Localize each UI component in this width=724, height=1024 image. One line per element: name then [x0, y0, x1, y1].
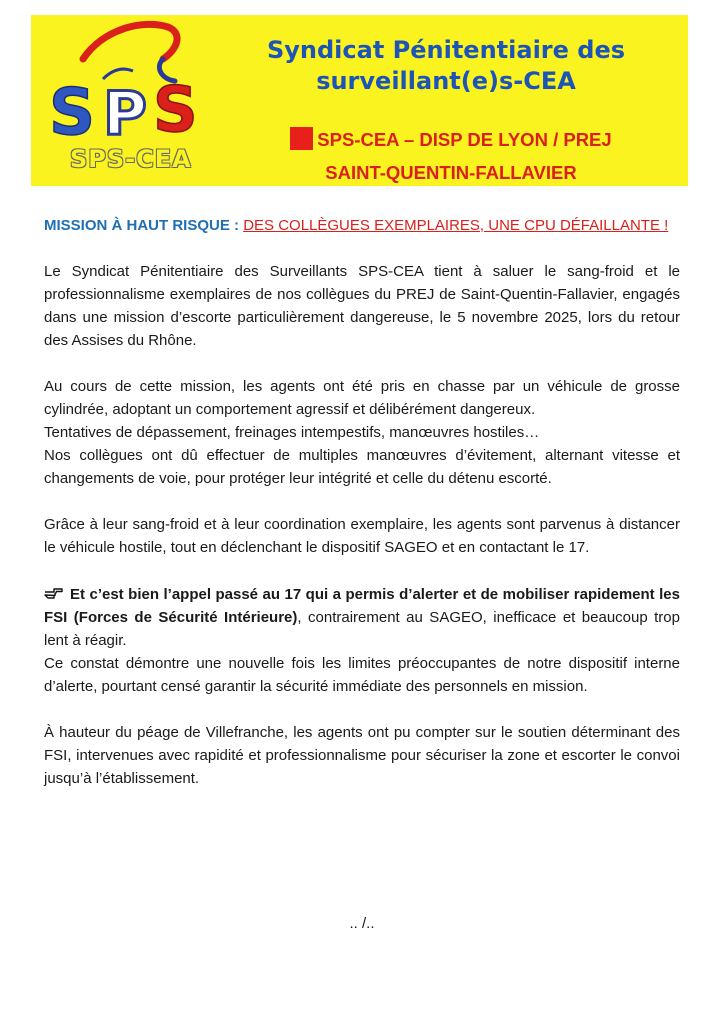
pointing-hand-icon: [44, 586, 64, 600]
paragraph-4-rest: , contrairement au SAGEO, inefficace et beaucoup trop lent à réagir.: [44, 609, 680, 649]
svg-text:S: S: [153, 73, 198, 146]
heading-label: MISSION À HAUT RISQUE :: [44, 217, 240, 234]
paragraph-5: À hauteur du péage de Villefranche, les agents ont pu compter sur le soutien déterminant des FSI, intervenues avec rapidité et professionnalisme pour sécuriser la zone et escorter le convoi jusqu’à l’établissement.: [44, 724, 680, 787]
red-square-icon: [290, 127, 313, 150]
document-heading: [44, 214, 680, 237]
logo-caption: SPS-CEA: [70, 145, 192, 173]
svg-text:S: S: [49, 76, 96, 150]
paragraph-3: Grâce à leur sang-froid et à leur coordination exemplaire, les agents sont parvenus à distancer le véhicule hostile, tout en déclenchant le dispositif SAGEO et en contactant le 17.: [44, 516, 680, 556]
title-line-1: Syndicat Pénitentiaire des: [266, 36, 626, 64]
paragraph-4: [44, 583, 680, 652]
svg-text:P: P: [103, 79, 147, 149]
heading-text: DES COLLÈGUES EXEMPLAIRES, UNE CPU DÉFAILLANTE !: [243, 217, 669, 234]
subtitle: [231, 123, 671, 189]
paragraph-4b: Ce constat démontre une nouvelle fois les limites préoccupantes de notre dispositif interne d’alerte, pourtant censé garantir la sécurité immédiate des personnels en mission.: [44, 655, 680, 695]
sps-logo: [43, 19, 213, 184]
paragraph-1: Le Syndicat Pénitentiaire des Surveillants SPS-CEA tient à saluer le sang-froid et le professionnalisme exemplaires de nos collègues du PREJ de Saint-Quentin-Fallavier, engagés dans une mission d’escorte particulièrement dangereuse, le 5 novembre 2025, lors du retour des Assises du Rhône.: [44, 263, 680, 349]
document-body: [44, 214, 680, 790]
subtitle-line-2: SAINT-QUENTIN-FALLAVIER: [325, 162, 577, 183]
subtitle-line-1: [231, 123, 671, 156]
continuation-marker: .. /..: [349, 915, 375, 932]
title-line-2: surveillant(e)s-CEA: [316, 67, 576, 95]
paragraph-4-bold: Et c’est bien l’appel passé au 17 qui a permis d’alerter et de mobiliser rapidement les FSI (Forces de Sécurité Intérieure): [44, 586, 680, 626]
paragraph-2c: Nos collègues ont dû effectuer de multiples manœuvres d’évitement, alternant vitesse et changements de voie, pour protéger leur intégrité et celle du détenu escorté.: [44, 447, 680, 487]
page-title: [221, 35, 671, 97]
header-banner: [31, 15, 688, 186]
paragraph-2a: Au cours de cette mission, les agents ont été pris en chasse par un véhicule de grosse cylindrée, adoptant un comportement agressif et délibérément dangereux.: [44, 378, 680, 418]
subtitle-line-1-text: SPS-CEA – DISP DE LYON / PREJ: [317, 129, 612, 150]
paragraph-2b: Tentatives de dépassement, freinages intempestifs, manœuvres hostiles…: [44, 424, 540, 441]
